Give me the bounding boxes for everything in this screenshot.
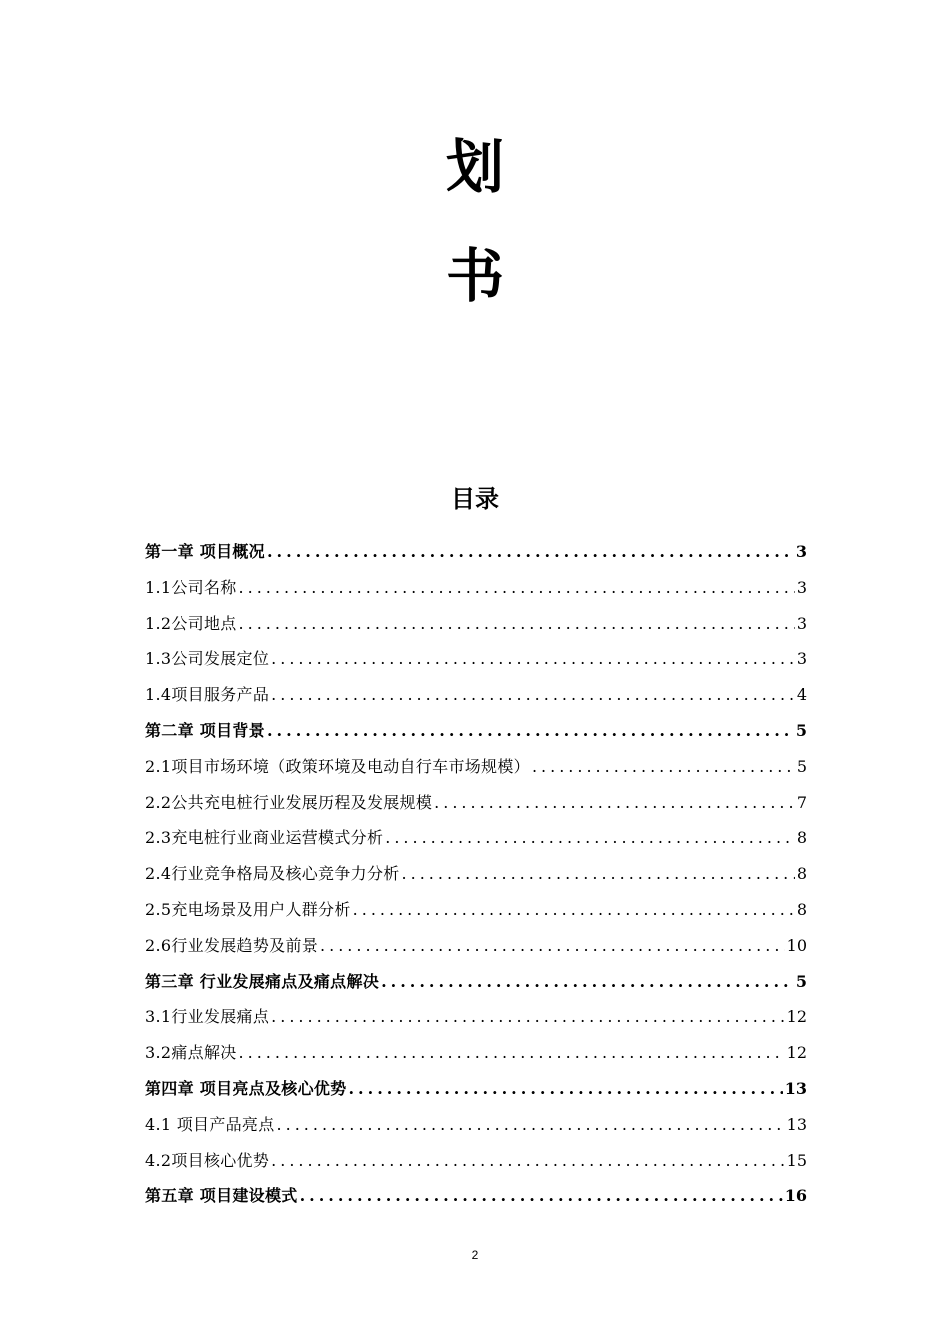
toc-leader-dots (271, 677, 795, 713)
toc-entry-page: 12 (786, 1007, 807, 1027)
toc-leader-dots (353, 892, 795, 928)
toc-section-entry[interactable] (145, 749, 807, 785)
toc-leader-dots (402, 856, 795, 892)
toc-entry-page: 10 (786, 935, 807, 955)
toc-leader-dots (239, 1035, 785, 1071)
toc-leader-dots (267, 534, 794, 570)
toc-entry-label: 第一章 项目概况 (145, 542, 265, 561)
toc-section-entry[interactable] (145, 1107, 807, 1143)
toc-entry-label: 1.3公司发展定位 (145, 649, 270, 669)
toc-chapter-entry[interactable] (145, 1071, 807, 1107)
page-number: 2 (471, 1248, 479, 1262)
toc-leader-dots (239, 606, 795, 642)
toc-entry-page: 7 (796, 792, 807, 812)
toc-entry-label: 2.2公共充电桩行业发展历程及发展规模 (145, 792, 433, 812)
toc-leader-dots (381, 964, 794, 1000)
toc-section-entry[interactable] (145, 928, 807, 964)
toc-section-entry[interactable] (145, 570, 807, 606)
toc-entry-page: 8 (796, 828, 807, 848)
toc-section-entry[interactable] (145, 641, 807, 677)
toc-leader-dots (320, 928, 785, 964)
toc-leader-dots (271, 999, 784, 1035)
toc-leader-dots (271, 641, 795, 677)
toc-entry-page: 8 (796, 864, 807, 884)
toc-leader-dots (239, 570, 795, 606)
toc-entry-label: 第三章 行业发展痛点及痛点解决 (145, 971, 380, 991)
toc-section-entry[interactable] (145, 999, 807, 1035)
toc-section-entry[interactable] (145, 677, 807, 713)
toc-chapter-entry[interactable] (145, 534, 807, 570)
toc-leader-dots (532, 749, 795, 785)
toc-leader-dots (434, 785, 795, 821)
toc-entry-label: 3.2痛点解决 (145, 1043, 237, 1063)
toc-entry-page: 4 (796, 685, 807, 705)
toc-entry-label: 2.1项目市场环境（政策环境及电动自行车市场规模） (145, 756, 530, 776)
title-char-2: 书 (445, 242, 504, 310)
toc-entry-page: 12 (786, 1043, 807, 1063)
toc-section-entry[interactable] (145, 1035, 807, 1071)
toc-entry-label: 1.2公司地点 (145, 613, 237, 633)
toc-entry-page: 5 (795, 971, 807, 991)
toc-section-entry[interactable] (145, 606, 807, 642)
toc-section-entry[interactable] (145, 856, 807, 892)
toc-section-entry[interactable] (145, 892, 807, 928)
toc-entry-label: 4.1 项目产品亮点 (145, 1114, 275, 1134)
toc-entry-page: 15 (786, 1150, 807, 1170)
toc-entry-page: 13 (786, 1114, 807, 1134)
toc-entry-label: 2.5充电场景及用户人群分析 (145, 899, 351, 919)
toc-section-entry[interactable] (145, 820, 807, 856)
toc-entry-label: 4.2项目核心优势 (145, 1150, 270, 1170)
toc-entry-label: 3.1行业发展痛点 (145, 1007, 270, 1027)
toc-leader-dots (277, 1107, 785, 1143)
toc-entry-label: 2.4行业竞争格局及核心竞争力分析 (145, 864, 400, 884)
toc-entry-label: 2.3充电桩行业商业运营模式分析 (145, 828, 384, 848)
toc-entry-label: 1.4项目服务产品 (145, 685, 270, 705)
toc-chapter-entry[interactable] (145, 713, 807, 749)
toc-leader-dots (300, 1178, 783, 1214)
toc-entry-page: 5 (795, 720, 807, 740)
table-of-contents (145, 534, 807, 1214)
toc-section-entry[interactable] (145, 785, 807, 821)
toc-chapter-entry[interactable] (145, 964, 807, 1000)
toc-leader-dots (348, 1071, 782, 1107)
toc-entry-page: 13 (784, 1078, 807, 1098)
toc-entry-label: 第二章 项目背景 (145, 720, 265, 740)
toc-entry-page: 3 (796, 649, 807, 669)
toc-entry-page: 3 (796, 577, 807, 597)
toc-entry-label: 1.1公司名称 (145, 577, 237, 597)
toc-entry-label: 2.6行业发展趋势及前景 (145, 935, 319, 955)
toc-entry-page: 3 (796, 613, 807, 633)
toc-entry-label: 第四章 项目亮点及核心优势 (145, 1078, 347, 1098)
toc-leader-dots (267, 713, 794, 749)
title-char-1: 划 (445, 133, 504, 201)
toc-entry-page: 16 (784, 1186, 807, 1206)
toc-heading: 目录 (451, 485, 499, 513)
toc-leader-dots (271, 1143, 784, 1179)
toc-entry-page: 5 (796, 756, 807, 776)
toc-section-entry[interactable] (145, 1143, 807, 1179)
toc-entry-page: 8 (796, 899, 807, 919)
toc-leader-dots (385, 820, 795, 856)
toc-chapter-entry[interactable] (145, 1178, 807, 1214)
toc-entry-label: 第五章 项目建设模式 (145, 1186, 298, 1206)
toc-entry-page: 3 (795, 542, 807, 561)
